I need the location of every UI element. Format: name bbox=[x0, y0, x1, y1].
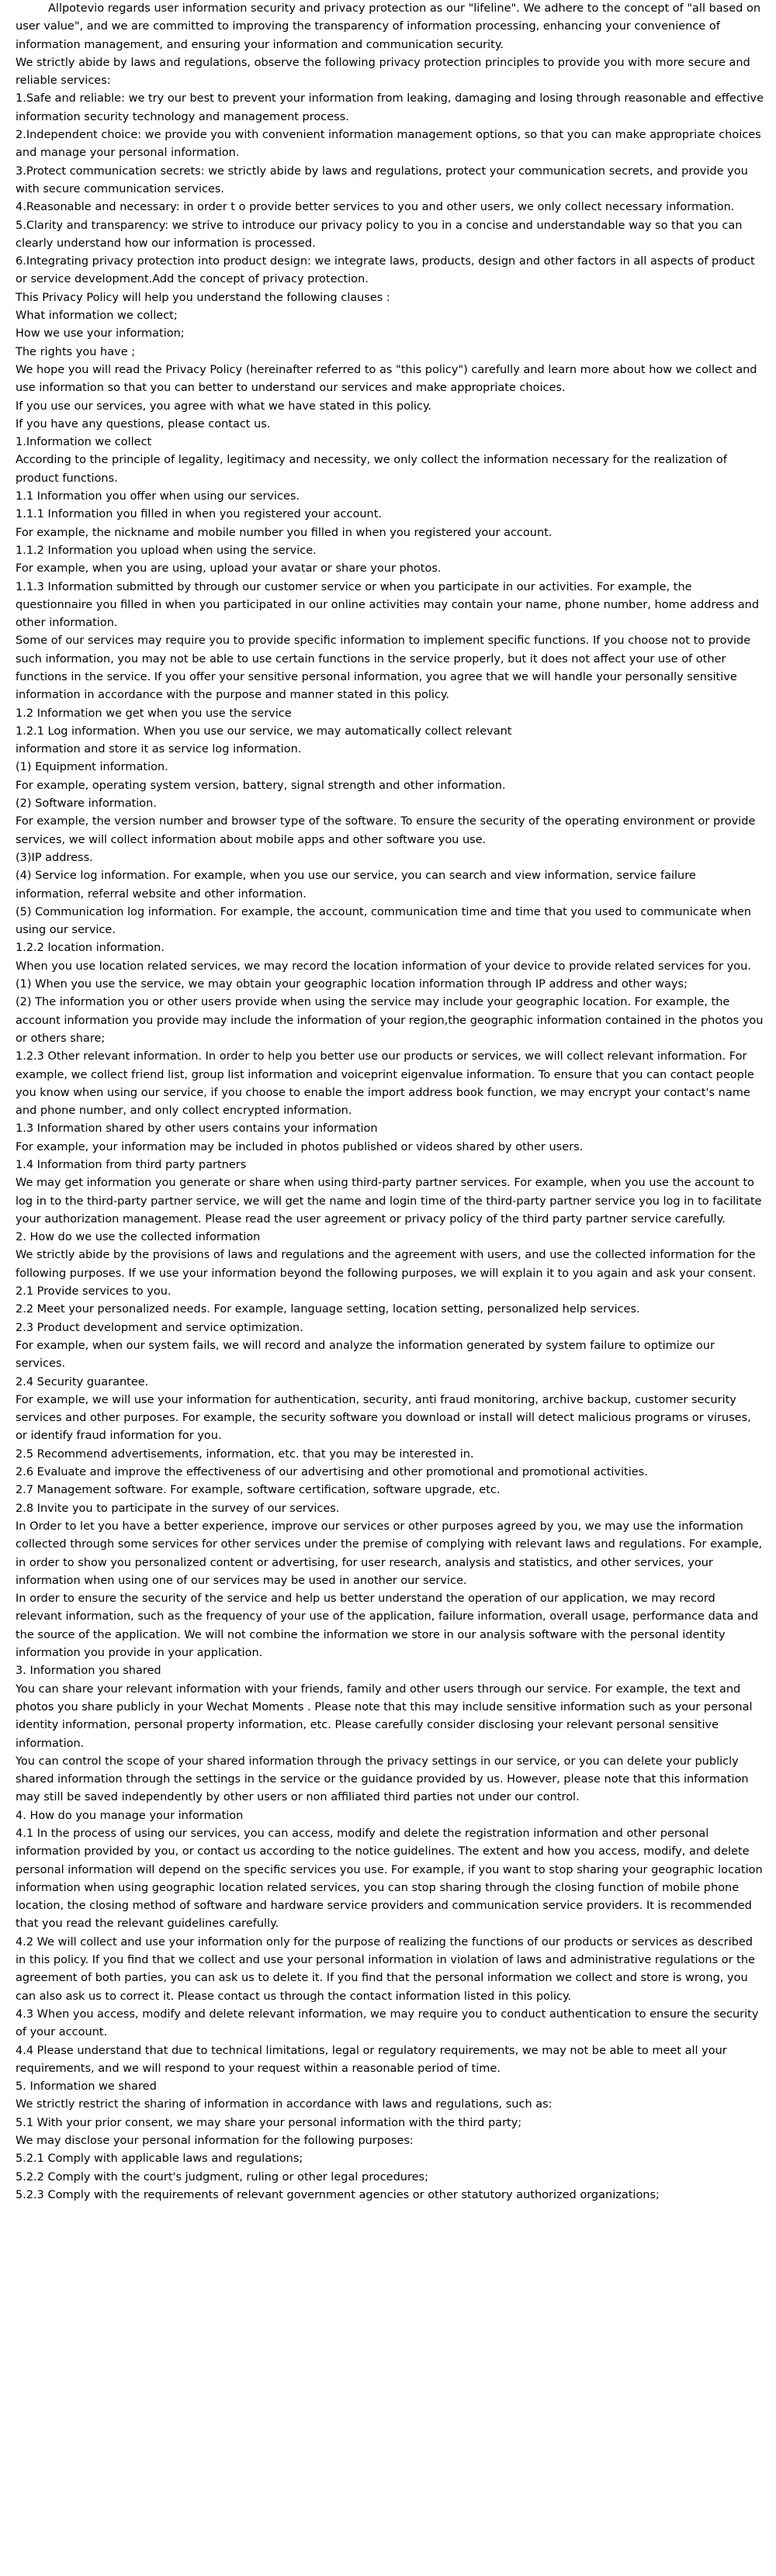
policy-paragraph: 2. How do we use the collected information bbox=[16, 1231, 261, 1244]
policy-paragraph: 1.2 Information we get when you use the service bbox=[16, 707, 292, 720]
policy-paragraph: For example, operating system version, battery, signal strength and other information. bbox=[16, 779, 506, 792]
policy-paragraph: 5.Clarity and transparency: we strive to introduce our privacy policy to you in a concise and understandable way so that you can clearly understand how our information is processed. bbox=[16, 219, 743, 250]
policy-paragraph: For example, we will use your information for authentication, security, anti fraud monitoring, archive backup, customer security services and other purposes. For example, the security software you download or install will detect malicious programs or viruses, or identify fraud information for you. bbox=[16, 1393, 751, 1443]
policy-paragraph: 5.2.1 Comply with applicable laws and regulations; bbox=[16, 2152, 303, 2166]
policy-paragraph: For example, when our system fails, we will record and analyze the information generated by system failure to optimize our services. bbox=[16, 1339, 715, 1371]
policy-paragraph: If you have any questions, please contact us. bbox=[16, 417, 271, 430]
policy-paragraph: For example, your information may be included in photos published or videos shared by other users. bbox=[16, 1140, 584, 1153]
policy-paragraph: 5.2.3 Comply with the requirements of relevant government agencies or other statutory authorized organizations; bbox=[16, 2188, 660, 2201]
policy-paragraph: In Order to let you have a better experience, improve our services or other purposes agreed by you, we may use the information collected through some services for other services under the premise of complying with relevant laws and regulations. For example, in order to show you personalized content or advertising, for user research, analysis and statistics, and other services, your information when using one of our services may be used in another our service. bbox=[16, 1520, 763, 1587]
policy-paragraph: 1.Safe and reliable: we try our best to prevent your information from leaking, damaging and losing through reasonable and effective information security technology and management process. bbox=[16, 92, 764, 123]
policy-paragraph: We strictly abide by laws and regulations, observe the following privacy protection principles to provide you with more secure and reliable services: bbox=[16, 56, 750, 88]
policy-paragraph: 1.1.3 Information submitted by through our customer service or when you participate in our activities. For example, the questionnaire you filled in when you participated in our online activities may contain your name, phone number, home address and other information. bbox=[16, 580, 760, 630]
policy-paragraph: (3)IP address. bbox=[16, 851, 93, 864]
policy-paragraph: In order to ensure the security of the service and help us better understand the operation of our application, we may record relevant information, such as the frequency of your use of the application, failure information, overall usage, performance data and the source of the application. We will not combine the information we store in our analysis software with the personal identity information you provide in your application. bbox=[16, 1592, 759, 1660]
policy-paragraph: The rights you have ; bbox=[16, 345, 136, 358]
policy-paragraph: We strictly restrict the sharing of information in accordance with laws and regulations, such as: bbox=[16, 2098, 553, 2111]
policy-paragraph: For example, the nickname and mobile number you filled in when you registered your account. bbox=[16, 526, 553, 539]
policy-paragraph: 4.2 We will collect and use your information only for the purpose of realizing the functions of our products or services as described in this policy. If you find that we collect and use your personal information in violation of laws and administrative regulations or the agreement of both parties, you can ask us to delete it. If you find that the personal information we collect and store is wrong, you can also ask us to correct it. Please contact us through the contact information listed in this policy. bbox=[16, 1935, 755, 2003]
policy-paragraph: According to the principle of legality, legitimacy and necessity, we only collect the information necessary for the realization of product functions. bbox=[16, 454, 727, 485]
policy-paragraph: 2.3 Product development and service optimization. bbox=[16, 1321, 303, 1334]
policy-paragraph: 1.1.2 Information you upload when using the service. bbox=[16, 544, 317, 557]
policy-paragraph: information and store it as service log information. bbox=[16, 743, 302, 756]
policy-paragraph: For example, the version number and browser type of the software. To ensure the security of the operating environment or provide services, we will collect information about mobile apps and other software you use. bbox=[16, 815, 756, 846]
policy-paragraph: We may disclose your personal information for the following purposes: bbox=[16, 2135, 414, 2148]
policy-paragraph: 1.Information we collect bbox=[16, 436, 152, 449]
policy-paragraph: This Privacy Policy will help you understand the following clauses : bbox=[16, 291, 390, 304]
policy-paragraph: (1) Equipment information. bbox=[16, 761, 168, 774]
policy-paragraph: (2) Software information. bbox=[16, 797, 157, 811]
policy-paragraph: 2.4 Security guarantee. bbox=[16, 1375, 149, 1388]
policy-paragraph: We strictly abide by the provisions of laws and regulations and the agreement with users, and use the collected information for the following purposes. If we use your information beyond the following purposes, we will explain it to you again and ask your consent. bbox=[16, 1249, 757, 1280]
policy-paragraph: 4.3 When you access, modify and delete relevant information, we may require you to conduct authentication to ensure the security of your account. bbox=[16, 2007, 759, 2039]
policy-paragraph: (2) The information you or other users provide when using the service may include your geographic location. For example, the account information you provide may include the information of your region,the geographic information contained in the photos you or others share; bbox=[16, 996, 764, 1045]
policy-paragraph: 1.2.1 Log information. When you use our service, we may automatically collect relevant bbox=[16, 724, 512, 738]
policy-paragraph: 4.4 Please understand that due to technical limitations, legal or regulatory requirements, we may not be able to meet all your requirements, and we will respond to your request within a reasonable period of time. bbox=[16, 2044, 727, 2075]
policy-paragraph: What information we collect; bbox=[16, 309, 178, 323]
policy-paragraph: (4) Service log information. For example, when you use our service, you can search and view information, service failure information, referral website and other information. bbox=[16, 870, 696, 901]
policy-paragraph: (1) When you use the service, we may obtain your geographic location information through IP address and other ways; bbox=[16, 978, 688, 991]
policy-paragraph: You can share your relevant information with your friends, family and other users through our service. For example, the text and photos you share publicly in your Wechat Moments . Please note that this may include sensitive information such as your personal identity information, personal property information, etc. Please carefully consider disclosing your relevant personal sensitive information. bbox=[16, 1682, 753, 1750]
policy-paragraph: How we use your information; bbox=[16, 327, 185, 341]
policy-paragraph: Some of our services may require you to provide specific information to implement specific functions. If you choose not to provide such information, you may not be able to use certain functions in the service properly, but it does not affect your use of other functions in the service. If you offer your sensitive personal information, you agree that we will handle your personally sensitive information in accordance with the purpose and manner stated in this policy. bbox=[16, 634, 751, 702]
policy-paragraph: 2.2 Meet your personalized needs. For example, language setting, location setting, personalized help services. bbox=[16, 1303, 640, 1316]
policy-paragraph: 3.Protect communication secrets: we strictly abide by laws and regulations, protect your communication secrets, and provide you with secure communication services. bbox=[16, 164, 748, 195]
policy-paragraph: 2.7 Management software. For example, software certification, software upgrade, etc. bbox=[16, 1484, 501, 1497]
policy-paragraph: 5.1 With your prior consent, we may share your personal information with the third party; bbox=[16, 2116, 522, 2129]
policy-paragraph: 6.Integrating privacy protection into product design: we integrate laws, products, design and other factors in all aspects of product or service development.Add the concept of privacy protection. bbox=[16, 255, 755, 286]
policy-paragraph: 1.4 Information from third party partners bbox=[16, 1159, 247, 1171]
policy-paragraph: 3. Information you shared bbox=[16, 1665, 161, 1678]
policy-paragraph: Allpotevio regards user information security and privacy protection as our "lifeline". We adhere to the concept of "all based on user value", and we are committed to improving the transparency of information processing, enhancing your convenience of information management, and ensuring your information and communication security. bbox=[16, 2, 761, 51]
policy-paragraph: 1.1.1 Information you filled in when you registered your account. bbox=[16, 508, 382, 521]
policy-paragraph: 2.Independent choice: we provide you with convenient information management options, so that you can make appropriate choices and manage your personal information. bbox=[16, 129, 761, 160]
policy-paragraph: If you use our services, you agree with what we have stated in this policy. bbox=[16, 399, 432, 413]
policy-paragraph: 4.1 In the process of using our services, you can access, modify and delete the registration information and other personal information provided by you, or contact us according to the notice guidelines. The extent and how you access, modify, and delete personal information will depend on the specific services you use. For example, if you want to stop sharing your geographic location information when using geographic location related services, you can stop sharing through the closing function of mobile phone location, the closing method of software and hardware service providers and communication service providers. It is recommended that you read the relevant guidelines carefully. bbox=[16, 1827, 763, 1931]
policy-paragraph: 4.Reasonable and necessary: in order t o provide better services to you and other users, we only collect necessary information. bbox=[16, 201, 735, 214]
policy-paragraph: We may get information you generate or share when using third-party partner services. For example, when you use the account to log in to the third-party partner service, we will get the name and login time of the third-party partner service you log in to facilitate your authorization management. Please read the user agreement or privacy policy of the third party partner service carefully. bbox=[16, 1177, 762, 1226]
policy-paragraph: 5. Information we shared bbox=[16, 2080, 157, 2094]
policy-paragraph: 1.1 Information you offer when using our services. bbox=[16, 490, 300, 503]
policy-paragraph: 4. How do you manage your information bbox=[16, 1809, 244, 1822]
policy-paragraph: 2.5 Recommend advertisements, information, etc. that you may be interested in. bbox=[16, 1447, 474, 1461]
policy-paragraph: We hope you will read the Privacy Policy (hereinafter referred to as "this policy") carefully and learn more about how we collect and use information so that you can better to understand our services and make appropriate choices. bbox=[16, 363, 757, 395]
policy-paragraph: For example, when you are using, upload your avatar or share your photos. bbox=[16, 562, 442, 576]
policy-paragraph: 2.1 Provide services to you. bbox=[16, 1285, 171, 1298]
policy-paragraph: (5) Communication log information. For example, the account, communication time and time that you used to communicate when using our service. bbox=[16, 905, 752, 937]
policy-paragraph: 5.2.2 Comply with the court's judgment, ruling or other legal procedures; bbox=[16, 2170, 428, 2184]
policy-paragraph: 1.2.2 location information. bbox=[16, 942, 165, 955]
policy-paragraph: You can control the scope of your shared information through the privacy settings in our service, or you can delete your publicly shared information through the settings in the service or the guidance provided by us. However, please note that this information may still be saved independently by other users or non affiliated third parties not under our control. bbox=[16, 1755, 749, 1804]
policy-paragraph: When you use location related services, we may record the location information of your device to provide related services for you. bbox=[16, 960, 751, 973]
policy-paragraph: 1.3 Information shared by other users contains your information bbox=[16, 1122, 378, 1136]
policy-paragraph: 2.6 Evaluate and improve the effectiveness of our advertising and other promotional and promotional activities. bbox=[16, 1466, 648, 1479]
policy-paragraph: 2.8 Invite you to participate in the survey of our services. bbox=[16, 1502, 340, 1515]
policy-paragraph: 1.2.3 Other relevant information. In order to help you better use our products or services, we will collect relevant information. For example, we collect friend list, group list information and voiceprint eigenvalue information. To ensure that you can contact people you know when using our service, if you choose to enable the import address book function, we may encrypt your contact's name and phone number, and only collect encrypted information. bbox=[16, 1050, 754, 1118]
